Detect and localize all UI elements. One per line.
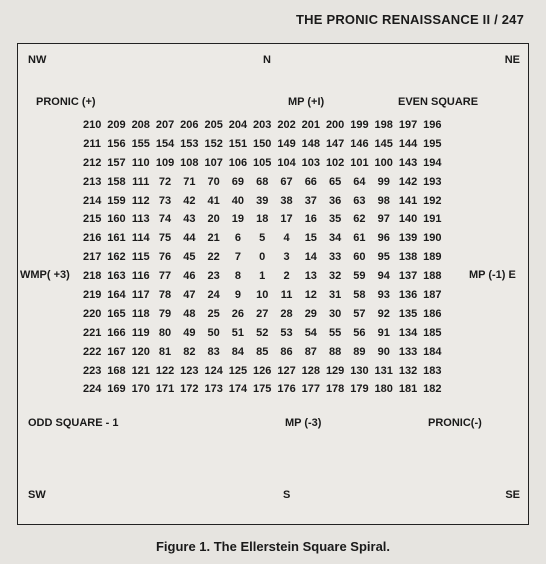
spiral-cell: 80 [158,326,172,339]
spiral-cell: 64 [353,175,366,188]
spiral-cell: 138 [398,251,418,264]
spiral-cell: 85 [256,345,269,358]
spiral-cell: 177 [301,383,320,396]
spiral-cell: 133 [398,345,418,358]
spiral-cell: 4 [283,232,290,245]
spiral-cell: 33 [328,251,342,264]
spiral-cell: 70 [207,175,220,188]
spiral-cell: 53 [280,326,293,339]
spiral-cell: 112 [131,194,150,207]
spiral-cell: 209 [107,119,126,131]
mp-plus-one-label: MP (+I) [288,96,325,108]
spiral-cell: 11 [280,289,293,302]
spiral-cell: 139 [398,232,418,245]
spiral-cell: 171 [155,383,175,396]
spiral-cell: 213 [82,175,102,188]
spiral-cell: 38 [280,194,293,207]
spiral-cell: 0 [259,251,266,264]
spiral-cell: 205 [204,119,223,131]
spiral-cell: 75 [158,232,172,245]
spiral-cell: 185 [423,326,442,339]
spiral-cell: 105 [253,156,272,169]
spiral-cell: 48 [183,307,196,320]
spiral-cell: 219 [82,289,102,302]
spiral-cell: 79 [158,307,172,320]
corner-ne-label: NE [504,54,520,66]
spiral-cell: 14 [304,251,317,264]
spiral-cell: 24 [207,289,220,302]
spiral-cell: 72 [158,175,172,188]
spiral-cell: 2 [283,270,290,283]
spiral-cell: 203 [253,119,272,131]
spiral-cell: 197 [398,119,418,131]
spiral-cell: 44 [183,232,196,245]
spiral-cell: 132 [398,364,418,377]
spiral-cell: 134 [398,326,418,339]
spiral-cell: 54 [304,326,317,339]
spiral-cell: 149 [277,137,296,150]
spiral-cell: 118 [131,307,150,320]
spiral-cell: 31 [328,289,342,302]
spiral-cell: 84 [231,345,245,358]
spiral-cell: 82 [183,345,196,358]
spiral-cell: 127 [277,364,296,377]
spiral-cell: 43 [183,213,196,226]
spiral-cell: 106 [228,156,248,169]
spiral-cell: 135 [398,307,418,320]
spiral-cell: 218 [82,270,102,283]
spiral-cell: 30 [328,307,342,320]
spiral-cell: 119 [131,326,150,339]
spiral-cell: 150 [253,137,272,150]
spiral-cell: 199 [350,119,369,131]
spiral-cell: 100 [374,156,393,169]
corner-n-label: N [263,54,271,66]
spiral-cell: 196 [423,119,442,131]
spiral-cell: 55 [328,326,342,339]
spiral-cell: 94 [377,270,390,283]
spiral-cell: 146 [350,137,369,150]
spiral-cell: 86 [280,345,293,358]
spiral-cell: 71 [183,175,196,188]
spiral-cell: 189 [423,251,442,264]
spiral-cell: 13 [304,270,317,283]
spiral-cell: 202 [277,119,296,131]
spiral-cell: 101 [350,156,369,169]
spiral-cell: 180 [374,383,393,396]
spiral-cell: 88 [328,345,342,358]
spiral-cell: 159 [107,194,126,207]
spiral-cell: 8 [234,270,241,283]
spiral-cell: 142 [398,175,418,188]
spiral-cell: 151 [228,137,248,150]
spiral-cell: 9 [234,289,241,302]
spiral-cell: 172 [180,383,199,396]
spiral-cell: 207 [155,119,175,131]
spiral-cell: 129 [325,364,345,377]
pronic-minus-label: PRONIC(-) [428,417,482,429]
spiral-cell: 76 [158,251,172,264]
spiral-cell: 26 [231,307,245,320]
spiral-cell: 145 [374,137,393,150]
spiral-cell: 66 [304,175,317,188]
spiral-cell: 179 [350,383,369,396]
spiral-cell: 10 [256,289,269,302]
spiral-cell: 220 [82,307,102,320]
spiral-cell: 6 [234,232,241,245]
spiral-cell: 34 [328,232,342,245]
spiral-cell: 204 [228,119,248,131]
spiral-cell: 128 [301,364,320,377]
spiral-cell: 166 [107,326,126,339]
spiral-cell: 89 [353,345,366,358]
spiral-cell: 214 [82,194,102,207]
spiral-cell: 174 [228,383,248,396]
spiral-cell: 192 [423,194,442,207]
spiral-cell: 152 [204,137,223,150]
spiral-cell: 49 [183,326,196,339]
spiral-cell: 40 [231,194,245,207]
spiral-cell: 143 [398,156,418,169]
spiral-cell: 41 [207,194,220,207]
spiral-cell: 194 [423,156,442,169]
spiral-cell: 107 [204,156,223,169]
spiral-cell: 158 [107,175,126,188]
spiral-cell: 17 [280,213,293,226]
spiral-cell: 165 [107,307,126,320]
spiral-cell: 193 [423,175,442,188]
spiral-cell: 115 [131,251,150,264]
spiral-cell: 223 [82,364,102,377]
spiral-cell: 140 [398,213,418,226]
spiral-cell: 224 [82,383,102,396]
spiral-cell: 99 [377,175,390,188]
spiral-cell: 3 [283,251,290,264]
spiral-cell: 32 [328,270,342,283]
spiral-cell: 182 [423,383,442,396]
spiral-cell: 212 [82,156,102,169]
spiral-cell: 52 [256,326,269,339]
spiral-cell: 108 [180,156,199,169]
spiral-cell: 131 [374,364,393,377]
spiral-cell: 62 [353,213,366,226]
spiral-cell: 110 [131,156,150,169]
pronic-plus-label: PRONIC (+) [36,96,96,108]
spiral-cell: 68 [256,175,269,188]
spiral-cell: 27 [256,307,269,320]
odd-square-minus-one-label: ODD SQUARE - 1 [28,417,119,429]
spiral-cell: 90 [377,345,390,358]
spiral-cell: 130 [350,364,369,377]
spiral-cell: 98 [377,194,390,207]
spiral-cell: 147 [325,137,345,150]
spiral-cell: 103 [301,156,320,169]
spiral-cell: 200 [325,119,345,131]
corner-sw-label: SW [28,489,46,501]
spiral-cell: 56 [353,326,366,339]
spiral-cell: 206 [180,119,199,131]
spiral-cell: 78 [158,289,172,302]
spiral-cell: 184 [423,345,442,358]
spiral-cell: 15 [304,232,317,245]
spiral-cell: 35 [328,213,342,226]
spiral-cell: 65 [328,175,342,188]
spiral-cell: 36 [328,194,342,207]
spiral-cell: 109 [155,156,175,169]
spiral-cell: 58 [353,289,366,302]
spiral-cell: 93 [377,289,390,302]
spiral-cell: 29 [304,307,317,320]
spiral-cell: 201 [301,119,320,131]
spiral-cell: 74 [158,213,172,226]
spiral-cell: 215 [82,213,102,226]
spiral-cell: 97 [377,213,390,226]
spiral-cell: 83 [207,345,220,358]
spiral-cell: 154 [155,137,175,150]
spiral-cell: 116 [131,270,150,283]
spiral-cell: 92 [377,307,390,320]
spiral-cell: 57 [353,307,366,320]
spiral-cell: 155 [131,137,150,150]
spiral-cell: 111 [132,175,150,188]
spiral-cell: 51 [231,326,245,339]
spiral-cell: 144 [398,137,418,150]
spiral-cell: 121 [131,364,150,377]
spiral-cell: 157 [107,156,126,169]
mp-minus-one-e-label: MP (-1) E [469,269,516,281]
spiral-cell: 5 [259,232,266,245]
spiral-cell: 47 [183,289,196,302]
spiral-cell: 222 [82,345,102,358]
corner-se-label: SE [505,489,520,501]
spiral-cell: 181 [398,383,418,396]
spiral-cell: 160 [107,213,126,226]
spiral-cell: 25 [207,307,220,320]
page-header: THE PRONIC RENAISSANCE II / 247 [296,12,524,27]
spiral-cell: 96 [377,232,390,245]
spiral-cell: 167 [107,345,126,358]
spiral-cell: 178 [325,383,345,396]
spiral-cell: 170 [131,383,150,396]
spiral-cell: 20 [207,213,220,226]
spiral-cell: 61 [353,232,366,245]
spiral-cell: 19 [231,213,245,226]
spiral-cell: 187 [423,289,442,302]
spiral-cell: 77 [158,270,172,283]
spiral-cell: 117 [131,289,150,302]
spiral-cell: 188 [423,270,442,283]
spiral-cell: 69 [231,175,245,188]
spiral-cell: 153 [180,137,199,150]
corner-nw-label: NW [28,54,47,66]
spiral-cell: 210 [82,119,102,131]
corner-s-label: S [283,489,291,501]
spiral-cell: 60 [353,251,366,264]
spiral-cell: 175 [253,383,272,396]
spiral-cell: 7 [234,251,241,264]
spiral-figure-frame [17,43,529,525]
spiral-cell: 91 [377,326,390,339]
mp-minus-three-label: MP (-3) [285,417,322,429]
spiral-cell: 63 [353,194,366,207]
spiral-cell: 217 [82,251,102,264]
even-square-label: EVEN SQUARE [398,96,479,108]
spiral-cell: 113 [131,213,150,226]
spiral-cell: 136 [398,289,418,302]
spiral-cell: 191 [423,213,442,226]
spiral-cell: 42 [183,194,196,207]
figure-caption: Figure 1. The Ellerstein Square Spiral. [155,539,391,554]
spiral-cell: 81 [158,345,172,358]
spiral-cell: 198 [374,119,393,131]
spiral-cell: 164 [107,289,126,302]
spiral-cell: 123 [180,364,199,377]
spiral-cell: 186 [423,307,442,320]
spiral-cell: 95 [377,251,390,264]
spiral-grid [80,116,444,399]
spiral-cell: 39 [256,194,269,207]
spiral-cell: 163 [107,270,126,283]
spiral-cell: 176 [277,383,296,396]
spiral-cell: 148 [301,137,320,150]
spiral-cell: 208 [131,119,150,131]
spiral-cell: 102 [325,156,345,169]
spiral-cell: 141 [398,194,418,207]
spiral-cell: 45 [183,251,196,264]
spiral-cell: 67 [280,175,293,188]
spiral-cell: 18 [256,213,269,226]
spiral-cell: 73 [158,194,172,207]
spiral-cell: 126 [253,364,272,377]
spiral-cell: 124 [204,364,223,377]
spiral-cell: 195 [423,137,442,150]
spiral-cell: 161 [107,232,126,245]
spiral-cell: 114 [131,232,150,245]
spiral-cell: 87 [304,345,317,358]
spiral-cell: 156 [107,137,126,150]
spiral-cell: 190 [423,232,442,245]
spiral-cell: 137 [398,270,418,283]
spiral-cell: 221 [82,326,102,339]
spiral-cell: 162 [107,251,126,264]
spiral-cell: 211 [83,137,102,150]
spiral-cell: 120 [131,345,150,358]
spiral-cell: 169 [107,383,126,396]
spiral-cell: 46 [183,270,196,283]
spiral-cell: 22 [207,251,220,264]
spiral-cell: 173 [204,383,223,396]
spiral-cell: 125 [228,364,248,377]
spiral-cell: 183 [423,364,442,377]
spiral-cell: 50 [207,326,220,339]
wmp-plus-three-label: WMP( +3) [20,269,70,281]
spiral-cell: 12 [304,289,317,302]
spiral-cell: 104 [277,156,296,169]
spiral-cell: 16 [304,213,317,226]
spiral-cell: 59 [353,270,366,283]
spiral-cell: 122 [155,364,175,377]
spiral-cell: 216 [82,232,102,245]
spiral-cell: 1 [259,270,266,283]
spiral-cell: 37 [304,194,317,207]
spiral-cell: 23 [207,270,220,283]
spiral-cell: 168 [107,364,126,377]
spiral-cell: 28 [280,307,293,320]
spiral-cell: 21 [207,232,220,245]
